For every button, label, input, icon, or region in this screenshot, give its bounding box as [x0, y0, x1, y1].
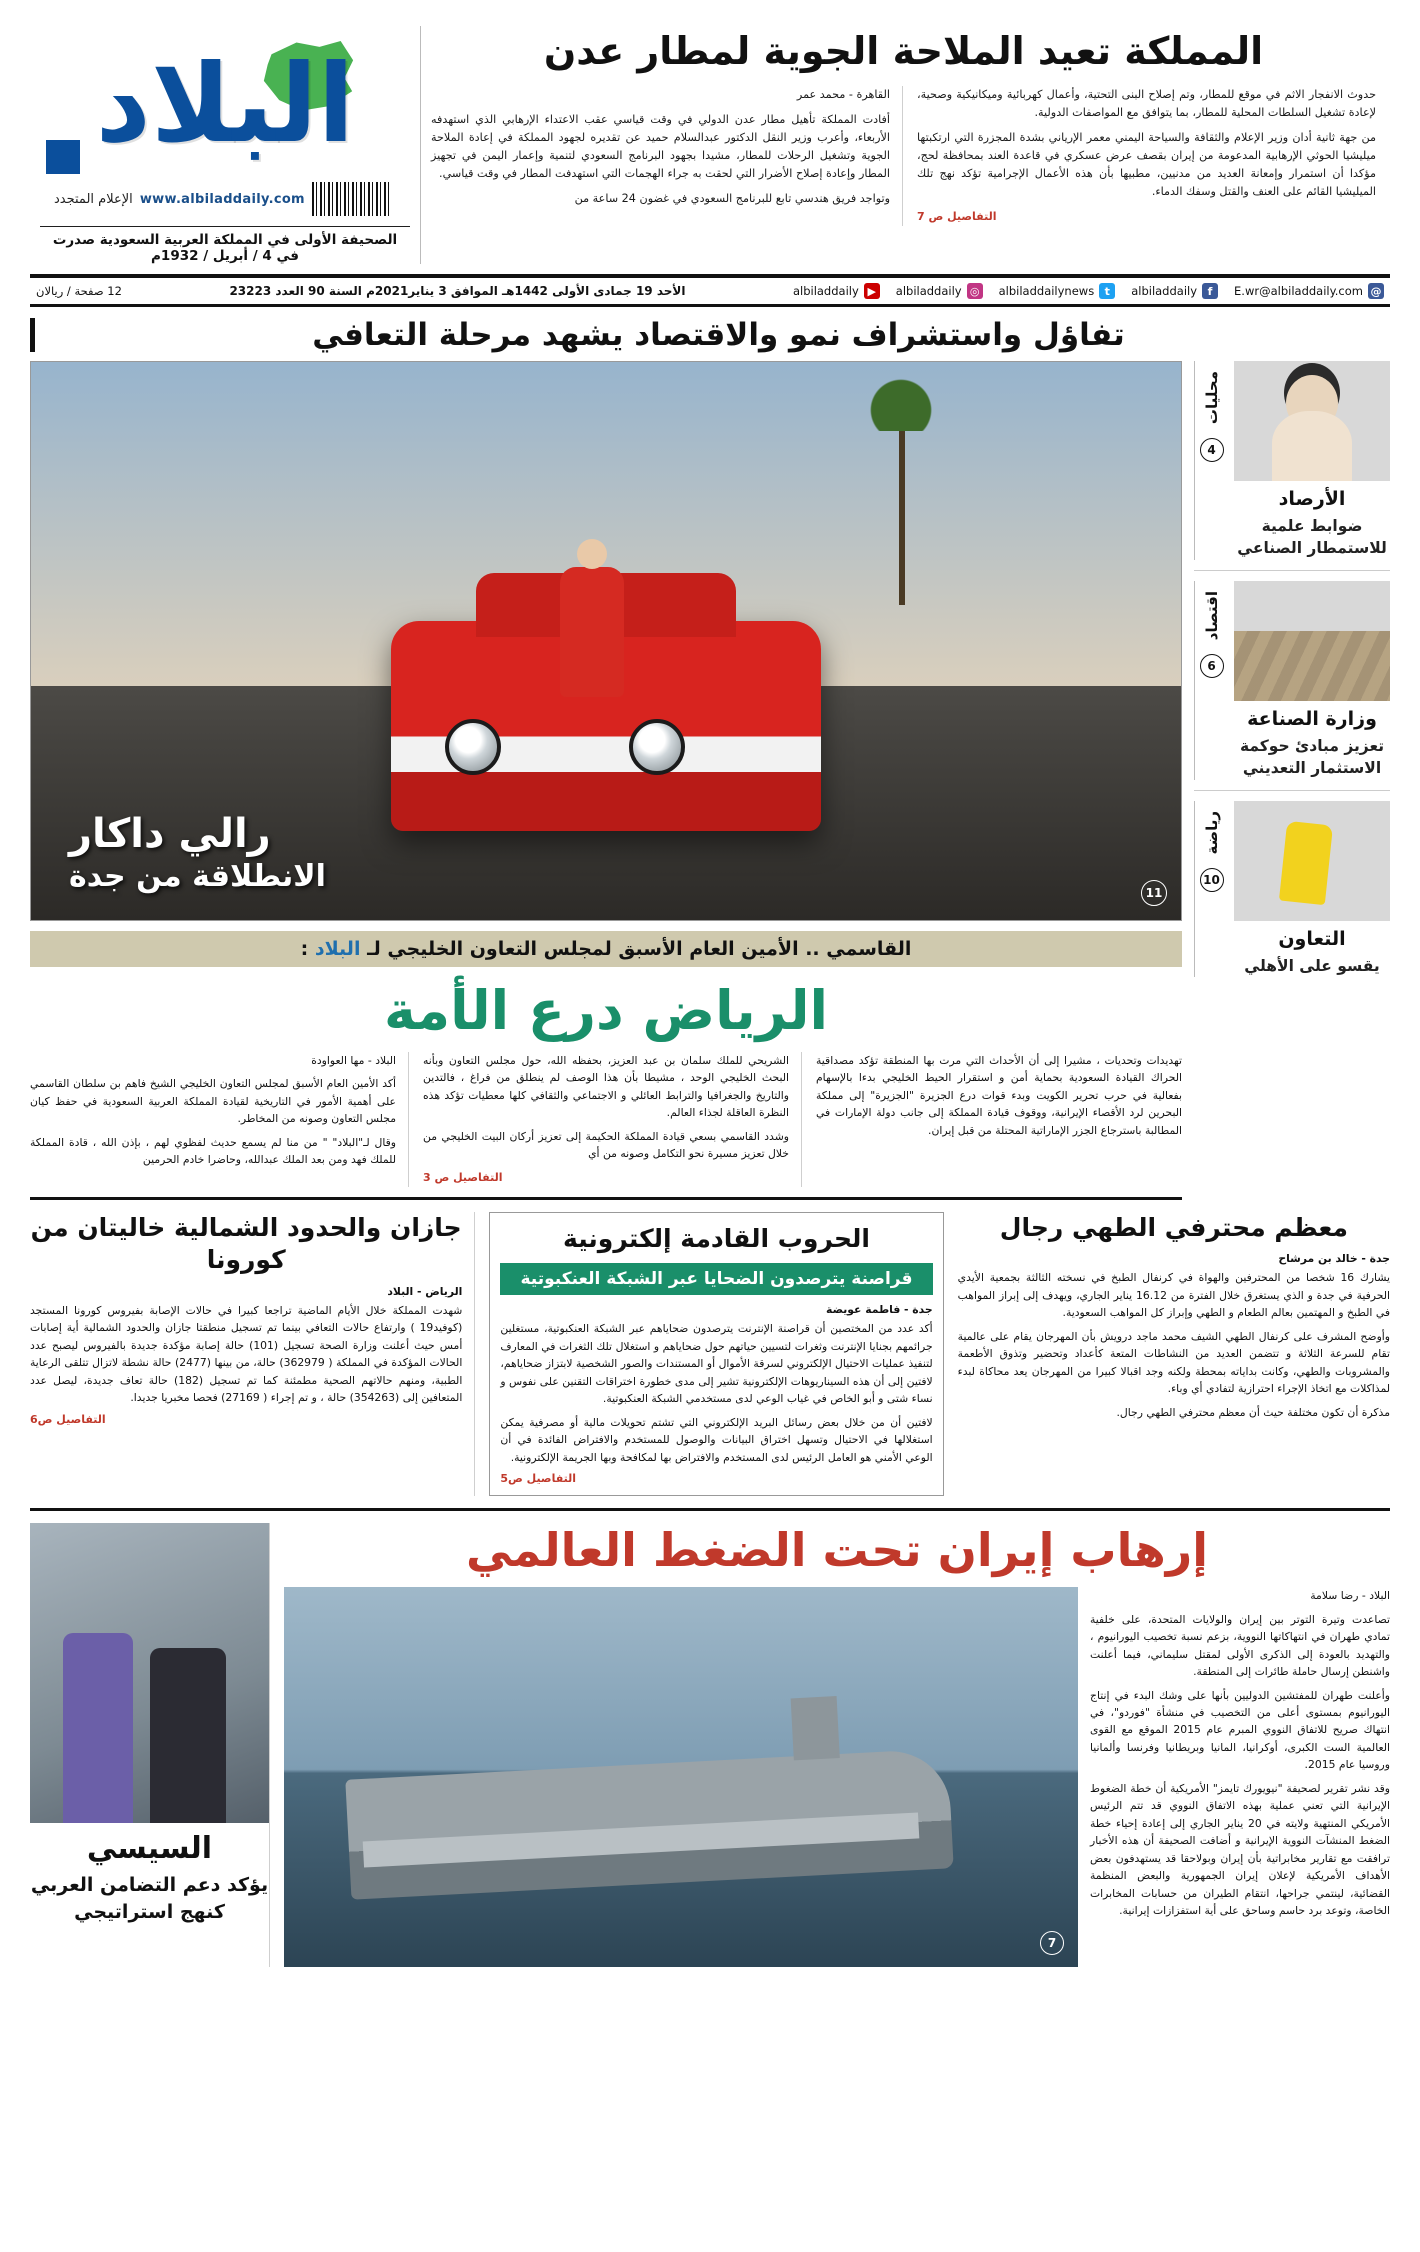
founded-line: الصحيفة الأولى في المملكة العربية السعودية صدرت في 4 / أبريل / 1932م: [40, 226, 410, 264]
article-subhead-bar: قراصنة يترصدون الضحايا عبر الشبكة العنكبوتية: [500, 1263, 932, 1295]
social-facebook[interactable]: [1131, 283, 1218, 299]
page-number: 6: [1200, 654, 1224, 678]
sidebar-item-sub: ضوابط علمية للاستمطار الصناعي: [1237, 517, 1387, 558]
page-number: 4: [1200, 438, 1224, 462]
article-dateline: الرياض - البلاد: [387, 1284, 463, 1298]
section-rail-economy: [1194, 581, 1228, 780]
website-url[interactable]: www.albiladdaily.com: [139, 191, 305, 207]
lead-story: [420, 26, 1390, 264]
article-title: جازان والحدود الشمالية خاليتان من كورونا: [30, 1212, 462, 1275]
social-handle: albiladdaily: [895, 284, 962, 298]
iran-story[interactable]: [284, 1523, 1390, 1967]
articles-row: [30, 1212, 1390, 1511]
lead-paragraph: من جهة ثانية أدان وزير الإعلام والثقافة والسياحة اليمني معمر الإرياني بشدة المجزرة التي ارتكبتها ميليشيا الحوثي الإرهابية المدعومة من إيران بقصف عرض عسكري في قاعدة العند بمحافظة لحج، مؤكدا أن استمرار وإمعانة العديد من مدنيين، مطبيها بأن هذه الأعمال الإجرامية تؤكد نهج تلك الميليشيا القائم على العنف والقتل وسفك الدماء.: [917, 130, 1376, 199]
feature-more-link[interactable]: التفاصيل ص 3: [423, 1170, 503, 1184]
sisi-story[interactable]: [30, 1523, 270, 1967]
tagline: الإعلام المتجدد: [54, 191, 133, 207]
iran-headline: إرهاب إيران تحت الضغط العالمي: [465, 1523, 1209, 1578]
sidebar-item-sub: تعزيز مبادئ حوكمة الاستثمار التعديني: [1239, 736, 1385, 778]
sidebar-item-title: وزارة الصناعة: [1247, 707, 1377, 730]
logo-wordmark: البلاد: [95, 42, 355, 167]
facebook-icon: f: [1202, 283, 1218, 299]
feature-paragraph: تهديدات وتحديات ، مشيرا إلى أن الأحداث التي مرت بها المنطقة تؤكد مصداقية الحراك القيادة السعودية بحماية أمن و استقرار الحيط الخليجي بدءا بالإسهام بفعالية في حرب تحرير الكويت وبدء قوات درع الجزيرة "الجزيرة" إلى مملكة البحرين لرد الأقصاء الإيرانية، ووقوف قيادة المملكة إلى جانب دولة الإمارات في المطالبة باسترجاع الجزر الإماراتية المحتلة من قبل إيران.: [816, 1054, 1182, 1137]
lead-more-link[interactable]: التفاصيل ص 7: [917, 210, 997, 224]
photo-page-badge: 11: [1141, 880, 1167, 906]
feature-paragraph: الشريحي للملك سلمان بن عبد العزيز، بحفظه الله، حول مجلس التعاون وبأنه البحث الخليجي الوحد ، مشيطا بأن هذا الوصف لم ينطلق من فراغ ، فالتدين والتاريخ والجغرافيا والترابط العائلي و الاجتماعي والثقافي كلها معطيات تؤكد هذه النظرة العاقلة لجذاء العالم.: [423, 1054, 789, 1120]
article-title: الحروب القادمة إلكترونية: [563, 1223, 870, 1253]
social-instagram[interactable]: [896, 283, 983, 299]
feature-paragraph: وقال لـ"البلاد" " من منا لم يسمع حديث لفظوي لهم ، بإذن الله ، قادة المملكة للملك فهد ومن بعد الملك عبدالله، وحاضرا خادم الحرمين: [30, 1135, 396, 1167]
photo-page-badge: 7: [1040, 1931, 1064, 1955]
feature-column-3: [30, 1052, 409, 1187]
lead-paragraph: حدوث الانفجار الاثم في موقع للمطار، وتم إصلاح البنى التحتية، وأعمال كهربائية وميكانيكية وصحية، لإعادة تشغيل السلطات المحلية للمطار، بما يتوافق مع المواصفات الدولية.: [917, 87, 1376, 119]
iran-paragraph: تصاعدت وتيرة التوتر بين إيران والولايات المتحدة، على خلفية تمادي طهران في انتهاكاتها النووية، بزعم نسبة تخصيب اليورانيوم ، والتهديد بالعودة إلى الذكرى الأولى لمقتل سليماني، فيما أعلنت واشنطن إرسال حاملة طائرات إلى المنطقة.: [1090, 1612, 1390, 1679]
sidebar: [1194, 361, 1390, 997]
social-handle: albiladdailynews: [998, 284, 1095, 298]
page-number: 10: [1200, 868, 1224, 892]
iran-paragraph: وقد نشر تقرير لصحيفة "نيويورك تايمز" الأمريكية أن خطة الضغوط الإيرانية التي تعني عملية بهذه الاتفاق النووي قد تتم الرئيس الأمريكي المنتهية ولايته في 20 يناير الجاري إلى إعادة إحياء خطة الضغط المنشآت النووية الإيرانية و أضافت الصحيفة أن هذه الأخبار ترافقت مع تقارير مخابراتية بأن إيران وبولاحقا قد يستهدفون بعض الأهداف الأمريكية لإعلان إيران الجمهورية والبعض المنظمة القضائية، لينتمي جراحها، انتقام الطيران من حسابات المخابرات الخاصة، وتوعد برد حاسم وساحق على أية استفزازات إيرانية.: [1090, 1781, 1390, 1918]
social-youtube[interactable]: [793, 283, 880, 299]
section-label: محليات: [1202, 371, 1221, 425]
portrait-photo: [1234, 361, 1390, 481]
main-column: [30, 361, 1182, 1200]
email-link[interactable]: [1234, 283, 1384, 299]
lead-column-1: [917, 86, 1376, 227]
article-dateline: جدة - فاطمة عويضة: [826, 1303, 933, 1317]
iran-dateline: البلاد - رضا سلامة: [1310, 1589, 1390, 1603]
lead-paragraph: أفادت المملكة تأهيل مطار عدن الدولي في وقت قياسي عقب الاعتداء الإرهابي الذي استهدفه الأربعاء، وأعرب وزير النقل الدكتور عبدالسلام حميد عن تقديره لجهود المملكة في إعادة الملاحة الجوية وتشغيل الرحلات للمطار، مشيدا بجهود البرنامج السعودي لتنمية وإعمار اليمن في تجهيز المطار وإعادة إصلاح الأضرار التي لحقت به جراء الهجمات التي استهدفت المطار في وقت قياسي.: [431, 112, 890, 181]
handshake-meeting-photo: [30, 1523, 269, 1823]
logo-square-mark: [46, 140, 80, 174]
mining-photo: [1234, 581, 1390, 701]
article-more-link[interactable]: التفاصيل ص6: [30, 1412, 106, 1426]
social-handle: albiladdaily: [1131, 284, 1198, 298]
lead-paragraph: وتواجد فريق هندسي تابع للبرنامج السعودي في غضون 24 ساعة من: [574, 192, 890, 206]
feature-dateline: البلاد - مها العواودة: [311, 1054, 396, 1067]
social-handle: albiladdaily: [792, 284, 859, 298]
banner-bar: [30, 318, 35, 352]
masthead-logo-block: [30, 26, 420, 264]
article-paragraph: لافتين أن من خلال بعض رسائل البريد الإلكتروني التي تشتم تحويلات مالية أو مصرفية يمكن استغلالها في الاحتيال وتسهل اختراق البيانات والوصول للمستخدم والافتراض الفائدة في أن الوعي الأمني هو العامل الرئيس لدى المستخدم والافتراض بها لمكافحة وبها الجريمة الإلكترونية.: [500, 1415, 933, 1464]
email-text: E.wr@albiladdaily.com: [1234, 284, 1363, 298]
article-cyberwar[interactable]: [489, 1212, 943, 1496]
article-chef[interactable]: [958, 1212, 1390, 1496]
article-paragraph: يشارك 16 شخصا من المحترفين والهواة في كرنفال الطبخ في نسخته الثالثة بجمعية الأيدي الحرفية في جدة و الذي يستغرق خلال الفترة من 16.12 يناير الجاري، ويهدف إلى إبراز المواهب في الطبخ و المهتمين بعالم الطعام و الطهي وإبراز كل المواهب السعودية.: [957, 1271, 1390, 1320]
feature-paragraph: أكد الأمين العام الأسبق لمجلس التعاون الخليجي الشيخ فاهم بن سلطان القاسمي على أهمية الأمور في التاريخية لقيادة المملكة العربية السعودية في حفظ كيان مجلس التعاون وصونه من المخاطر.: [30, 1077, 396, 1126]
feature-kicker-before: القاسمي .. الأمين العام الأسبق لمجلس التعاون الخليجي لـ: [367, 938, 912, 960]
feature-paragraph: وشدد القاسمي بسعي قيادة المملكة الحكيمة إلى تعزيز أركان البيت الخليجي من خلال تعزيز مسيرة نحو التكامل وصونه من أي: [423, 1129, 789, 1161]
section-rail-local: [1194, 361, 1228, 560]
sidebar-item-sub: يقسو على الأهلي: [1244, 956, 1380, 975]
feature-kicker-after: :: [300, 938, 309, 960]
sidebar-item-title: الأرصاد: [1278, 488, 1346, 510]
sidebar-item-sports[interactable]: [1194, 801, 1390, 987]
social-twitter[interactable]: [999, 283, 1116, 299]
feature-kicker: [30, 931, 1182, 967]
issue-date: الأحد 19 جمادى الأولى 1442هـ الموافق 3 يناير2021م السنة 90 العدد 23223: [229, 284, 686, 298]
iran-text: [1090, 1587, 1390, 1967]
sisi-title: السيسي: [86, 1831, 213, 1867]
feature-column-1: [816, 1052, 1182, 1187]
article-title: معظم محترفي الطهي رجال: [999, 1212, 1348, 1242]
article-paragraph: أكد عدد من المختصين أن قراصنة الإنترنت يترصدون ضحاياهم عبر الشبكة العنكبوتية، مستغلين جرائمهم بجنايا الإنترنت وثغرات لتسيين حياتهم حول ضحاياهم و استغلال تلك الثغرات في المعارف لتنفيذ عمليات الاحتيال الإلكتروني لسرقة الأموال أو المستندات والصور الشخصية لابتزاز ضحاياهم، لافتين إلى أن هذه السيناريوهات الإلكترونية تشير إلى مدى خطورة اختراقات التقنين على نفوس و نساء شتى و أبو الخاص في غياب الوعي لدى مستخدمي الشبكة العنكبوتية.: [500, 1322, 933, 1406]
photo-caption-title: رالي داكار: [69, 811, 271, 857]
photo-caption-sub: الانطلاقة من جدة: [69, 859, 326, 894]
sidebar-item-title: التعاون: [1278, 927, 1346, 950]
bottom-section: [30, 1523, 1390, 1967]
section-rail-sports: [1194, 801, 1228, 977]
feature-title: الرياض درع الأمة: [383, 979, 829, 1042]
driver-figure: [560, 567, 624, 697]
article-paragraph: وأوضح المشرف على كرنفال الطهي الشيف محمد ماجد درويش بأن المهرجان يقام على عالمية تقام للسرعة الثلاثة و تتضمن العديد من النشاطات المتعة كأعداد وتحضير وتذوق الأطعمة والمشروبات والطهي، وكانت بداياته بمحطة ولكنه وجد اقبالا كبيرا من المهرجان يعد محاكاة لبدء لمذاكلات مع اتخاذ الإجراء احترازية لتفادي أي وباء.: [957, 1329, 1390, 1396]
banner-headline: [30, 317, 1390, 353]
instagram-icon: ◎: [967, 283, 983, 299]
section-label: اقتصاد: [1202, 590, 1221, 641]
feature-body: [30, 1052, 1182, 1200]
banner-text: تفاؤل واستشراف نمو والاقتصاد يشهد مرحلة التعافي: [312, 317, 1125, 353]
lead-dateline: القاهرة - محمد عمر: [796, 87, 890, 101]
main-grid: [30, 361, 1390, 1200]
iran-paragraph: وأعلنت طهران للمفتشين الدوليين بأنها على وشك البدء في إنتاج اليورانيوم بمستوى أعلى من التخصيب في منشأة "فوردو"، في انتهاك صريح للاتفاق النووي المبرم عام 2015 الموقع مع القوى العالمية الست الكبرى، أوكرانيا، المانيا وبريطانيا وفرنسا وألمانيا وروسيا عام 2015.: [1090, 1688, 1391, 1772]
article-corona[interactable]: [30, 1212, 475, 1496]
page-count-price: 12 صفحة / ريالان: [36, 284, 122, 298]
masthead: [30, 26, 1390, 264]
twitter-icon: t: [1099, 283, 1115, 299]
lead-photo: [30, 361, 1182, 921]
barcode-icon: [312, 182, 390, 216]
article-more-link[interactable]: التفاصيل ص5: [500, 1472, 577, 1486]
article-paragraph: شهدت المملكة خلال الأيام الماضية تراجعا كبيرا في حالات الإصابة بفيروس كورونا المستجد (كوفيد19 ) وارتفاع حالات التعافي بينما تم تسجيل منطقتا جازان والحدود الشمالية أية إصابات أمس حيث أعلنت وزارة الصحة تسجيل (101) حالة إصابة مؤكدة جديدة بالفيروس ليصبح عدد الحالات المؤكدة في المملكة ( 362979) حالة، من بينها (2477) حالة نشطة لاتزال تتلقى الرعاية الطبية، ومنهم حالاتهم الصحية مطمئنة كما تم تسجيل (182) حالة تعاف جديدة، ليصل عدد المتعافين إلى (354263) حالة ، و تم إجراء ( 27169) فحصا مخبريا جديدا.: [30, 1303, 463, 1405]
headlamp-right: [629, 719, 685, 775]
lead-column-2: [431, 86, 903, 227]
logo[interactable]: [40, 30, 410, 180]
photo-caption: [31, 811, 1181, 894]
article-dateline: جدة - خالد بن مرشاح: [1278, 1252, 1390, 1266]
youtube-icon: ▶: [864, 283, 880, 299]
sisi-sub: يؤكد دعم التضامن العربي كنهج استراتيجي: [30, 1874, 269, 1923]
football-player-photo: [1234, 801, 1390, 921]
article-paragraph: مذكرة أن تكون مختلفة حيث أن معظم محترفي الطهي رجال.: [1116, 1405, 1390, 1419]
headlamp-left: [445, 719, 501, 775]
social-links: [793, 283, 1384, 299]
sidebar-item-economy[interactable]: [1194, 581, 1390, 791]
info-strip: [30, 277, 1390, 307]
sidebar-item-local[interactable]: [1194, 361, 1390, 571]
feature-kicker-brand: البلاد: [314, 938, 361, 960]
lead-headline: المملكة تعيد الملاحة الجوية لمطار عدن: [543, 29, 1264, 73]
mail-icon: @: [1368, 283, 1384, 299]
section-label: رياضة: [1202, 810, 1221, 855]
feature-column-2: [423, 1052, 802, 1187]
aircraft-carrier-photo: [284, 1587, 1078, 1967]
palm-tree: [899, 395, 905, 605]
